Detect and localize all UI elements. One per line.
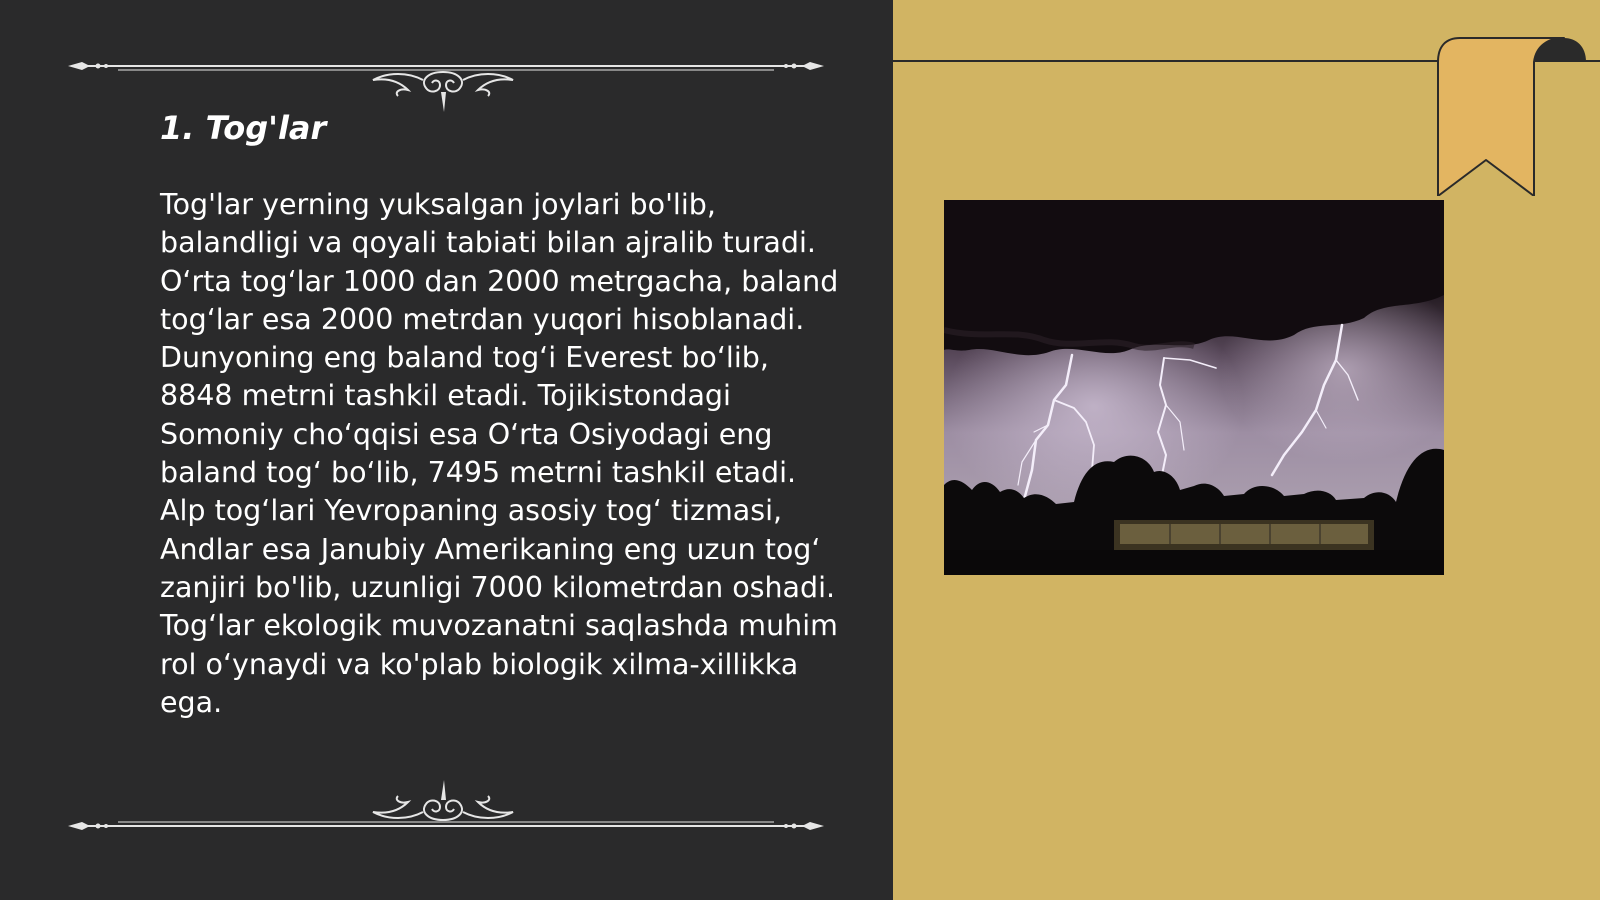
lightning-storm-photo: [944, 200, 1444, 575]
body-paragraph: Tog'lar yerning yuksalgan joylari bo'lib, balandligi va qoyali tabiati bilan ajralib turadi. O‘rta tog‘lar 1000 dan 2000 metrgacha, baland tog‘lar esa 2000 metrdan yuqori hisoblanadi. Dunyoning eng baland tog‘i Everest bo‘lib, 8848 metrni tashkil etadi. Tojikistondagi Somoniy cho‘qqisi esa O‘rta Osiyodagi eng baland tog‘ bo‘lib, 7495 metrni tashkil etadi. Alp tog‘lari Yevropaning asosiy tog‘ tizmasi, Andlar esa Janubiy Amerikaning eng uzun tog‘ zanjiri bo'lib, uzunligi 7000 kilometrdan oshadi. Tog‘lar ekologik muvozanatni saqlashda muhim rol o‘ynaydi va ko'plab biologik xilma-xillikka ega.: [160, 188, 839, 719]
image-panel: [893, 0, 1600, 900]
bookmark-ribbon-icon: [1436, 36, 1586, 196]
bottom-flourish-divider-icon: [68, 772, 824, 832]
slide-title: 1. Tog'lar: [160, 109, 327, 147]
